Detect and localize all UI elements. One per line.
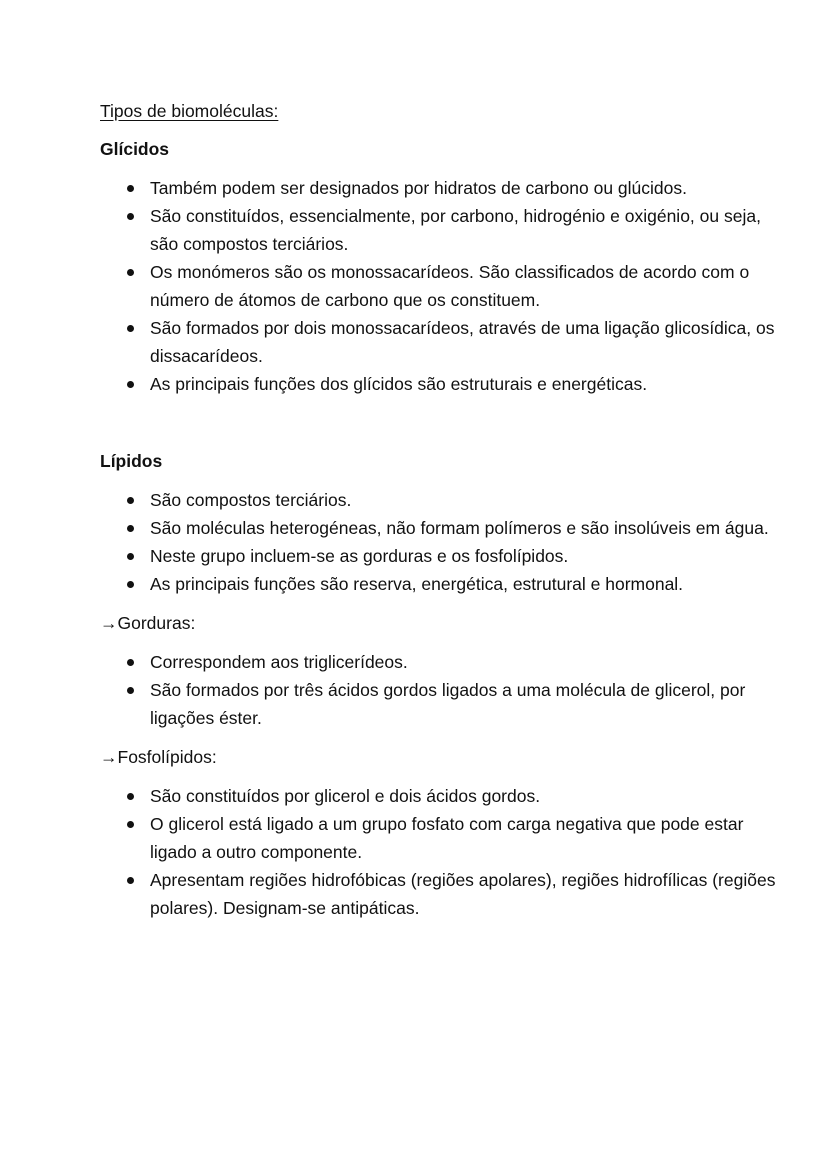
sub-heading-gorduras: →Gorduras:: [100, 613, 196, 633]
list-item: São constituídos, essencialmente, por carbono, hidrogénio e oxigénio, ou seja, são compostos terciários.: [100, 202, 780, 258]
document-page: [100, 98, 780, 934]
bullet-list-gorduras: [100, 648, 780, 732]
list-item: As principais funções dos glícidos são estruturais e energéticas.: [100, 370, 780, 398]
bullet-list-glicidos: [100, 174, 780, 398]
sub-heading-fosfolipidos: →Fosfolípidos:: [100, 747, 217, 767]
bullet-list-lipidos: [100, 486, 780, 598]
list-item: São formados por três ácidos gordos ligados a uma molécula de glicerol, por ligações éster.: [100, 676, 780, 732]
list-item: São formados por dois monossacarídeos, através de uma ligação glicosídica, os dissacarídeos.: [100, 314, 780, 370]
list-item: Também podem ser designados por hidratos de carbono ou glúcidos.: [100, 174, 780, 202]
list-item: São moléculas heterogéneas, não formam polímeros e são insolúveis em água.: [100, 514, 780, 542]
list-item: Apresentam regiões hidrofóbicas (regiões apolares), regiões hidrofílicas (regiões polares). Designam-se antipáticas.: [100, 866, 780, 922]
list-item: São compostos terciários.: [100, 486, 780, 514]
list-item: São constituídos por glicerol e dois ácidos gordos.: [100, 782, 780, 810]
section-heading-glicidos: Glícidos: [100, 139, 170, 159]
list-item: Os monómeros são os monossacarídeos. São classificados de acordo com o número de átomos de carbono que os constituem.: [100, 258, 780, 314]
document-title: Tipos de biomoléculas:: [100, 101, 279, 121]
section-heading-lipidos: Lípidos: [100, 451, 163, 471]
list-item: Neste grupo incluem-se as gorduras e os fosfolípidos.: [100, 542, 780, 570]
bullet-list-fosfolipidos: [100, 782, 780, 922]
list-item: Correspondem aos triglicerídeos.: [100, 648, 780, 676]
paragraph-spacer: [100, 410, 780, 448]
list-item: As principais funções são reserva, energética, estrutural e hormonal.: [100, 570, 780, 598]
list-item: O glicerol está ligado a um grupo fosfato com carga negativa que pode estar ligado a outro componente.: [100, 810, 780, 866]
